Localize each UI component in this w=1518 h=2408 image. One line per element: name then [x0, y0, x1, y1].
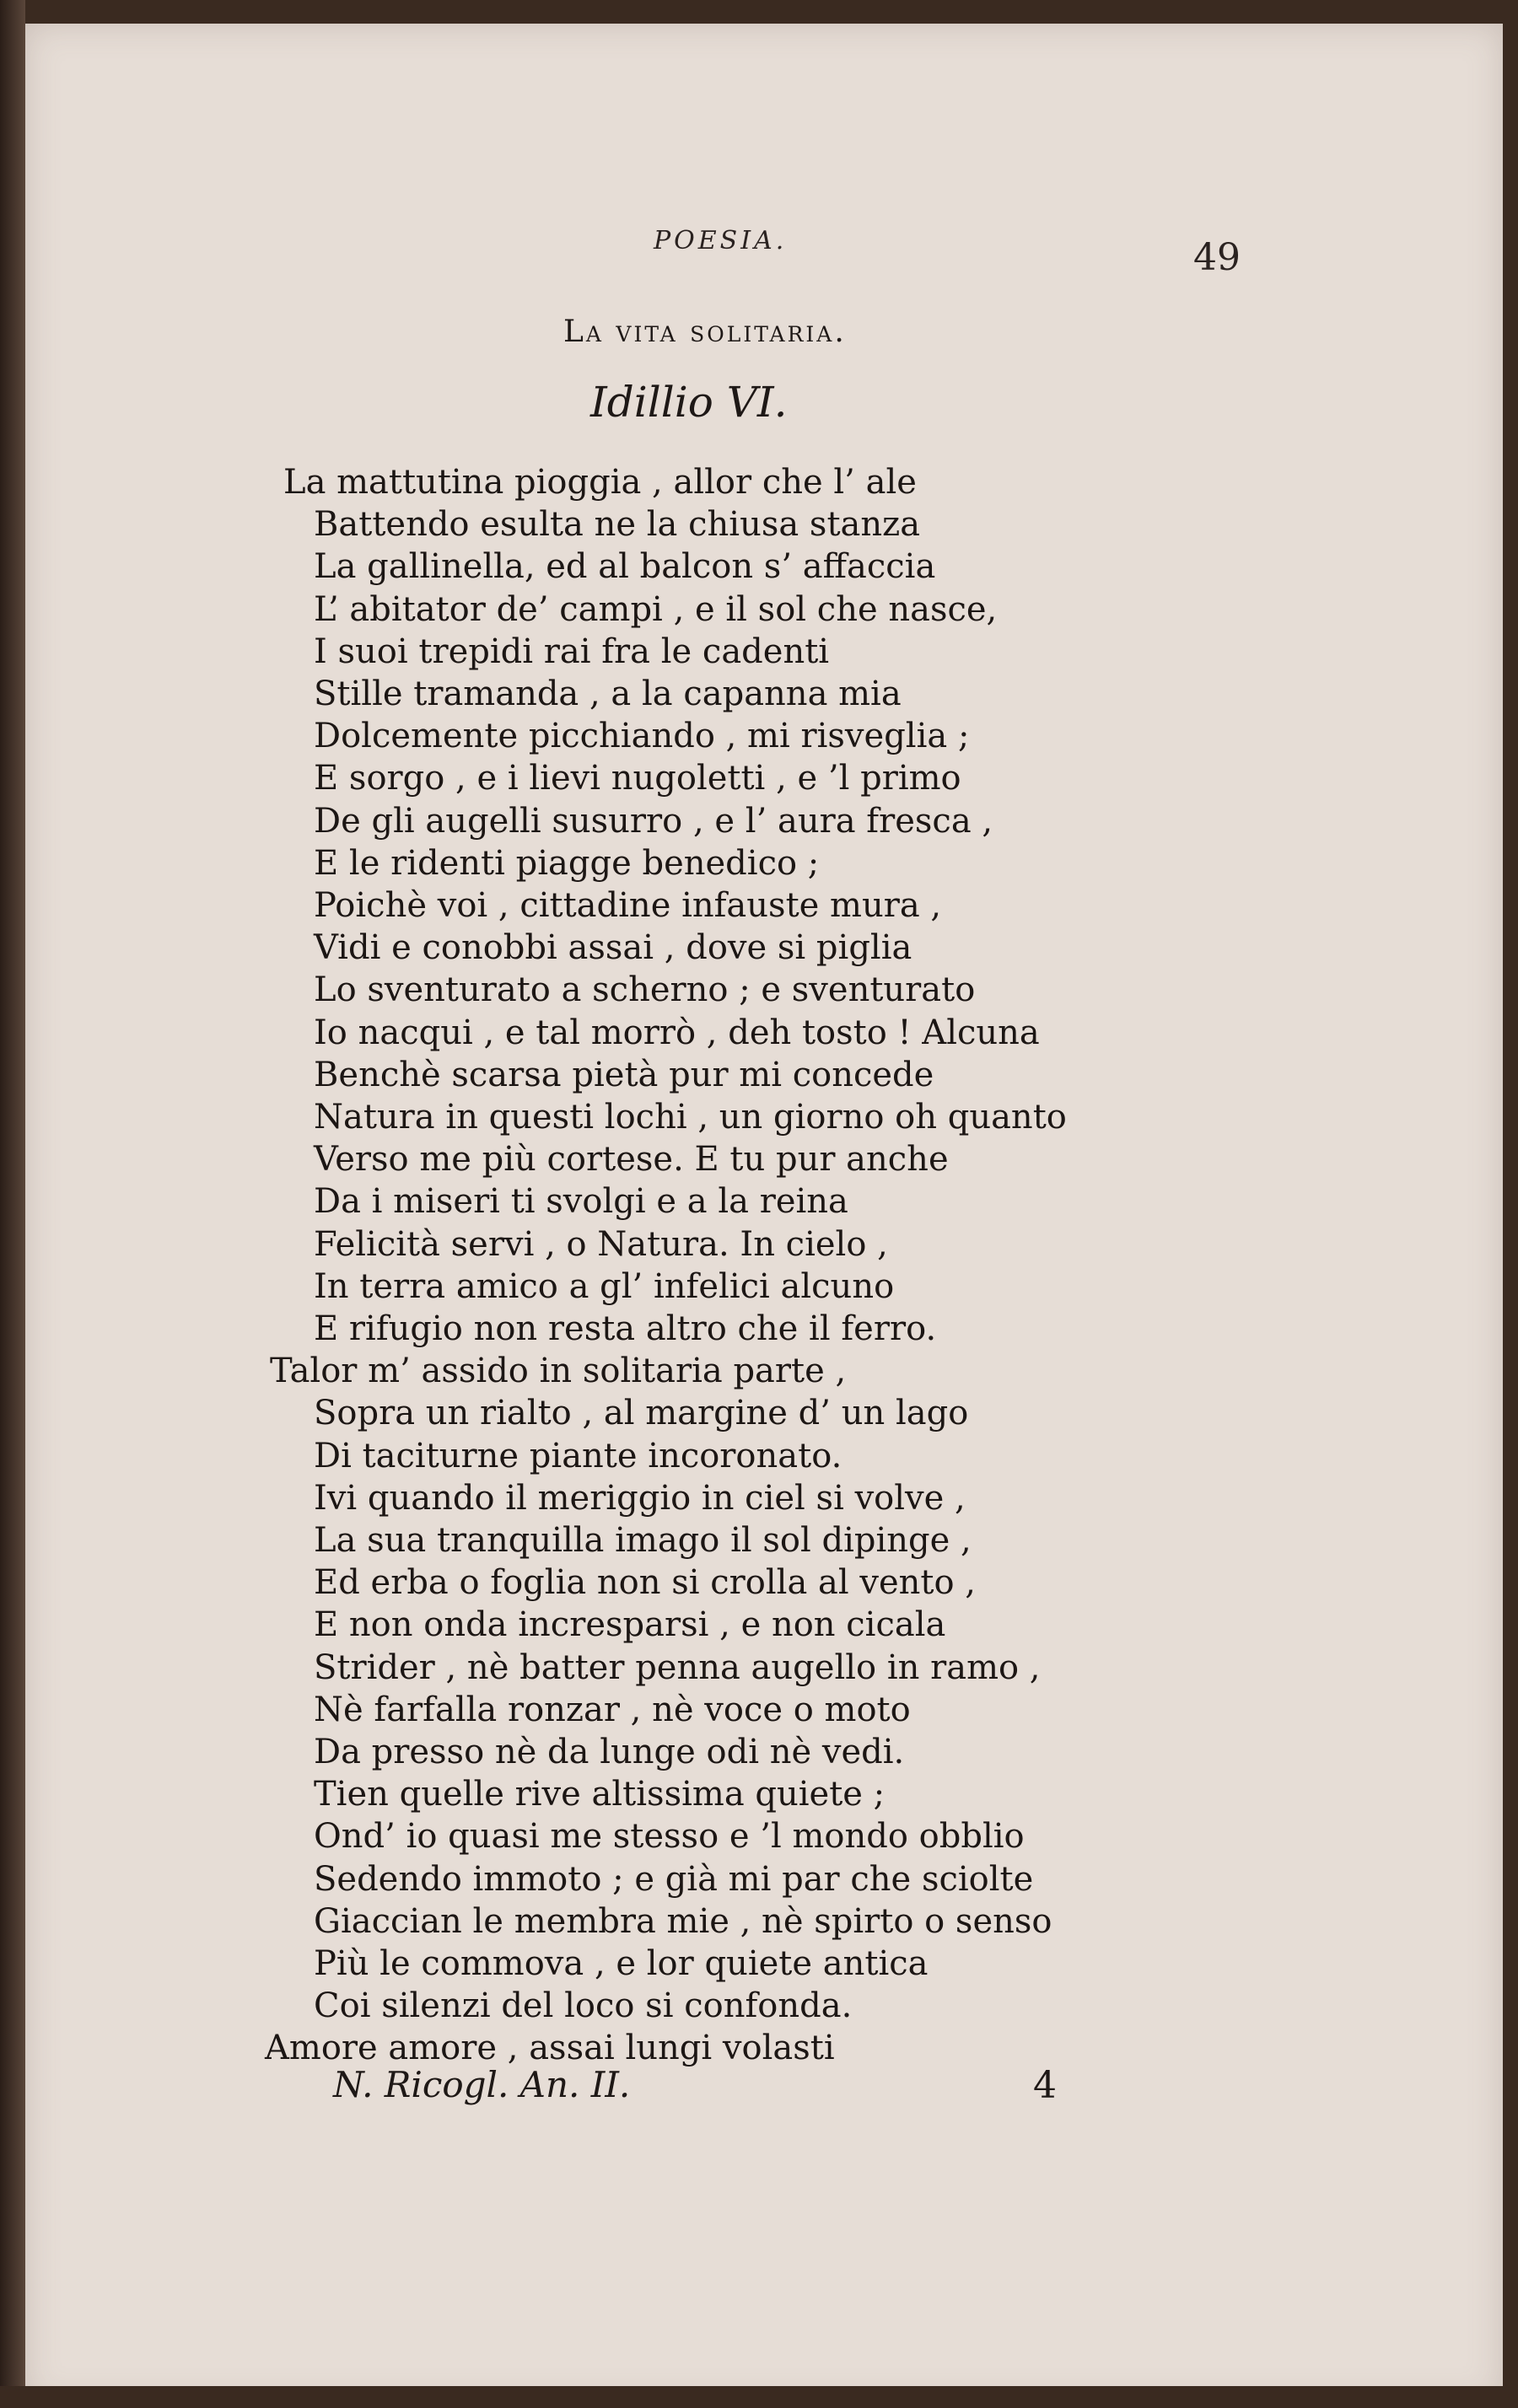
signature-mark: N. Ricogl. An. II.	[333, 2064, 631, 2105]
poem-line: Natura in questi lochi , un giorno oh quanto	[314, 1098, 1067, 1137]
poem-line: Coi silenzi del loco si confonda.	[314, 1986, 853, 2025]
page-number: 49	[1193, 236, 1241, 279]
poem-line: Tien quelle rive altissima quiete ;	[314, 1775, 886, 1814]
poem-line: Verso me più cortese. E tu pur anche	[314, 1140, 949, 1179]
running-title: POESIA.	[654, 226, 788, 255]
poem-line: Poichè voi , cittadine infauste mura ,	[314, 886, 942, 925]
poem-line: E sorgo , e i lievi nugoletti , e ’l primo	[314, 759, 961, 798]
poem-line: Da presso nè da lunge odi nè vedi.	[314, 1733, 905, 1771]
sheet-number: 4	[1033, 2064, 1057, 2107]
poem-line: Talor m’ assido in solitaria parte ,	[270, 1352, 847, 1390]
book-binding-edge	[0, 0, 25, 2408]
poem-line: Io nacqui , e tal morrò , deh tosto ! Alcuna	[314, 1013, 1040, 1052]
poem-line: Strider , nè batter penna augello in ramo ,	[314, 1648, 1041, 1687]
poem-line: La gallinella, ed al balcon s’ affaccia	[314, 547, 936, 586]
poem-line: Da i miseri ti svolgi e a la reina	[314, 1182, 848, 1221]
poem-line: De gli augelli susurro , e l’ aura fresca ,	[314, 802, 993, 841]
poem-line: Di taciturne piante incoronato.	[314, 1437, 842, 1475]
book-page	[25, 24, 1503, 2403]
page-bottom-edge	[0, 2386, 1518, 2408]
poem-line: Ed erba o foglia non si crolla al vento ,	[314, 1563, 976, 1602]
poem-line: Lo sventurato a scherno ; e sventurato	[314, 970, 976, 1009]
poem-title: La vita solitaria.	[563, 314, 847, 349]
poem-line: Battendo esulta ne la chiusa stanza	[314, 505, 921, 544]
poem-subtitle: Idillio VI.	[590, 378, 788, 427]
poem-line: Vidi e conobbi assai , dove si piglia	[314, 928, 912, 967]
poem-line: E rifugio non resta altro che il ferro.	[314, 1309, 937, 1348]
poem-line: Amore amore , assai lungi volasti	[265, 2029, 835, 2067]
poem-line: E le ridenti piagge benedico ;	[314, 844, 820, 883]
poem-line: E non onda incresparsi , e non cicala	[314, 1605, 946, 1644]
poem-line: Ond’ io quasi me stesso e ’l mondo obblio	[314, 1817, 1025, 1856]
poem-line: Più le commova , e lor quiete antica	[314, 1944, 929, 1983]
poem-line: Felicità servi , o Natura. In cielo ,	[314, 1225, 888, 1264]
poem-line: Ivi quando il meriggio in ciel si volve ,	[314, 1479, 966, 1518]
poem-line: Giaccian le membra mie , nè spirto o senso	[314, 1902, 1052, 1941]
poem-line: Sopra un rialto , al margine d’ un lago	[314, 1394, 969, 1432]
poem-line: L’ abitator de’ campi , e il sol che nasce,	[314, 590, 998, 629]
poem-line: La sua tranquilla imago il sol dipinge ,	[314, 1521, 972, 1560]
poem-line: Sedendo immoto ; e già mi par che sciolte	[314, 1860, 1034, 1899]
poem-line: La mattutina pioggia , allor che l’ ale	[283, 463, 917, 502]
poem-line: Nè farfalla ronzar , nè voce o moto	[314, 1690, 911, 1729]
poem-line: I suoi trepidi rai fra le cadenti	[314, 632, 830, 671]
poem-line: Stille tramanda , a la capanna mia	[314, 675, 902, 713]
poem-line: Benchè scarsa pietà pur mi concede	[314, 1056, 934, 1094]
poem-body	[25, 24, 1503, 2131]
poem-line: Dolcemente picchiando , mi risveglia ;	[314, 717, 970, 755]
poem-line: In terra amico a gl’ infelici alcuno	[314, 1267, 895, 1306]
